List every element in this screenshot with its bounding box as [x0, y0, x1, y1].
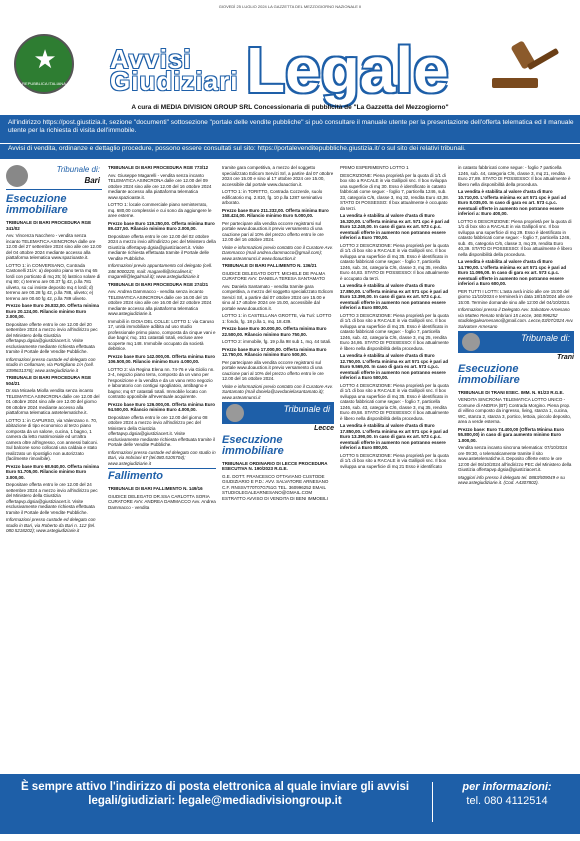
notice-paragraph: LOTTO 3 DESCRIZIONE: Piena proprietà per la quota di 1/1 di box sito a RACALE in via Gallipoli snc. Il box sviluppa una superficie di mq 25. Esso è identificato in catasto fabbricati come segue: - foglio 7, particella 1246, sub. 42, categoria C/6, classe 3, mq 25, rendita Euro 34,86. STATO DI POSSESSO: Il box attualmente è libero nella disponibilità della procedura.: [340, 312, 449, 351]
court-emblem-icon: [226, 404, 244, 422]
notice-paragraph: LOTTO 4 DESCRIZIONE: Piena proprietà per la quota di 1/1 di box sito a RACALE in via Gallipoli snc. Il box sviluppa una superficie di mq 35. Esso è identificato in catasto fabbricati come segue: - foglio 7, particella 1246, sub. 43, categoria C/6, classe 3, mq 35, rendita Euro 49,58. STATO DI POSSESSO: Il box attualmente è libero nella disponibilità della procedura.: [340, 382, 449, 421]
notice-paragraph: Visite e informazioni previo contatto con il Curatore Avv. Dammacco (mail andrea.dammacco@gmail.com); www.asteannunci.it www.doauction.it: [222, 244, 333, 261]
col5-paras: [458, 165, 574, 329]
notice-paragraph: Immobili in GIOIA DEL COLLE: LOTTO 1: via Caruso 17, unità immobiliare adibita ad uso studio professionale primo piano, composta da cinque vani e due bagni; mq. 151 catastali totali, escluse aree scoperte mq 148. Immobile occupato da società debitrice.: [108, 318, 216, 351]
notice-paragraph: Informazioni presso il Delegato Avv. Salvatore Arnesano via Matteo Renato Imbriani 15 Lecce, 360.996252 studiolegalearnesano@gmail.com. Lecce,03/07/2024 Avv. Salvatore Arnesano: [458, 307, 574, 329]
footer-contact: per informazioni: tel. 080 4112514: [462, 781, 552, 807]
notice-paragraph: Per partecipare alla vendita occorre registrarsi sul portale www.doauction.it previo versamento di una cauzione pari al 10% del prezzo offerto entro le ore 12.00 del 16 ottobre 2024.: [222, 220, 324, 242]
notice-paragraph: TRIBUNALE DI BARI FALLIMENTO N. 149/16: [108, 486, 203, 491]
notice-paragraph: G.E. DOTT. FRANCESCO OTTAVIANO CUSTODE GIUDIZIARIO E P.D.: AVV. SALVATORE ARNESANO C.F. RNSSVT70T07G751G TEL. 360996252 EMAIL STUDIOLEGALEARNESANO@GMAIL.COM ESTRATTO AVVISO DI VENDITA DI BENI IMMOBILI: [222, 473, 329, 501]
notice-paragraph: Informazioni presso custode ed delegato con studio in Cellamare, via Portigliano 1/A (cell. 3398631376); www.astegiudiziarie.it: [6, 356, 96, 373]
notice-paragraph: TRIBUNALE DI BARI PROCEDURA RGE 773/12: [108, 165, 209, 170]
notice-paragraph: La vendita è stabilita al valore d'asta di Euro 17.850,00. L'offerta minima ex art 571 cpc è pari ad Euro 13.390,00. In caso di gara ex art. 573 c.p.c. eventuali offerte in aumento non potranno essere inferiori a Euro 800,00.: [340, 423, 449, 450]
notice-paragraph: PRIMO ESPERIMENTO LOTTO 1: [340, 165, 409, 170]
notice-paragraph: Prezzo base Euro 26.832,00. Offerta minima Euro 20.124,00. Rilancio minimo Euro 2.000,00.: [6, 303, 100, 319]
info-banner: [0, 115, 580, 159]
col4-paras: [340, 165, 452, 469]
page-header-line: GIOVEDÌ 25 LUGLIO 2024 LA GAZZETTA DEL MEZZOGIORNO NAZIONALE II: [218, 4, 362, 9]
notice-paragraph: LOTTO 1: in CONVERSANO, Contrada Castonelli 21/A: a) deposito piano terra mq 65 lordi con porticato di mq 25; b) lastrico solare di mq 80; c) terreno are 00.37 fg 42, p.lla 781 uliveto, su cui insiste deposito mq 4 lordi; d) terreno are 00.28 fg 42, p.lla 788, uliveto; e) terreno are 00.60 fg 42, p.lla 789 uliveto.: [6, 262, 101, 301]
notice-paragraph: Depositare offerte entro le ore 12.00 del 20 settembre 2024 a mezzo invio all'indirizzo pec del Ministero della Giustizia offertapvp.dgsia@giustiziacert.it. Visite esclusivamente mediante richiesta effettuata tramite il Portale delle Vendite Pubbliche.: [6, 321, 98, 354]
column-3: tramite gara competitiva, a mezzo del soggetto specializzato Edicom Servizi Srl, a partire dal 07 ottobre 2024 ore 15.00 e sino al 17 ottobre 2024 ore 15.00, accessibile dal portale www.doauction.it. LOTTO 1: in TORITTO, Contrada Cozzerde, suolo edificatorio mq. 2.810, fg. 10 p.lla 1287 seminativo arborato. Prezzo base Euro 211.232,00. Offerta minima Euro 158.424,00. Rilancio minimo Euro 5.000,00. Per partecipare alla vendita occorre registrarsi sul portale www.doauction.it previo versamento di una cauzione pari al 10% del prezzo offerto entro le ore 12.00 del 16 ottobre 2024. Visite e informazioni previo contatto con il Curatore Avv. Dammacco (mail andrea.dammacco@gmail.com); www.asteannunci.it www.doauction.it TRIBUNALE DI BARI FALLIMENTO N. 136/21 GIUDICE DELEGATO DOTT. MICHELE DE PALMA CURATORE AVV. DANIELA TERESA SANTAMATO Avv. Daniela Santamato - vendita tramite gara competitiva, a mezzo del soggetto specializzato Edicom Servizi Srl, a partire dal 07 ottobre 2024 ore 15.00 e sino al 17 ottobre 2024 ore 15.00, accessibile dal portale www.doauction.it. LOTTO 1: in CASTELLANA GROTTE, via Turi: LOTTO 1: fondo, fg. 18 p.lla 1, mq. 18.439. Prezzo base Euro 30.000,00. Offerta minima Euro 22.500,00. Rilancio minimo Euro 750,00. LOTTO 2: immobile, fg. 19 p.lla 98 sub 1, mq. 44 totali. Prezzo base Euro 17.000,00. Offerta minima Euro 12.750,00. Rilancio minimo Euro 500,00. Per partecipare alla vendita occorre registrarsi sul portale www.doauction.it previo versamento di una cauzione pari al 10% del prezzo offerto entro le ore 12.00 del 16 ottobre 2024. Visite e informazioni previo contatto con il Curatore Avv. Santamato (mail daniela@avvdanielasantamato.it); www.asteannunci.it Tribunale di Lecce Esecuzione immobiliare TRIBUNALE ORDINARIO DI LECCE PROCEDURA ESECUTIVA N. 190/2023 R.G.E. G.E. DOTT. FRANCESCO OTTAVIANO CUSTODE GIUDIZIARIO E P.D.: AVV. SALVATORE ARNESANO C.F. RNSSVT70T07G751G TEL. 360996252 EMAIL STUDIOLEGALEARNESANO@GMAIL.COM ESTRATTO AVVISO DI VENDITA DI BENI IMMOBILI: [222, 165, 334, 501]
logo-avvisi-giudiziari: Avvisi Giudiziari: [110, 44, 239, 96]
notice-paragraph: LOTTO 5 DESCRIZIONE: Piena proprietà per la quota di 1/1 di box sito a RACALE in via Gallipoli snc. Il box sviluppa una superficie di mq 21 Esso è identificato: [340, 452, 449, 469]
notice-paragraph: Avv. Vincenza Nacchero - vendita senza incanto TELEMATICA ASINCRONA dalle ore 12.00 del 27 settembre 2024 sino alle ore 12.00 del 04 ottobre 2024 mediante accesso alla piattaforma telematica www.spazioaste.it.: [6, 233, 102, 260]
notice-paragraph: Prezzo base Euro 30.000,00. Offerta minima Euro 22.500,00. Rilancio minimo Euro 750,00.: [222, 326, 327, 337]
notice-paragraph: Depositare offerta entro le ore 12.00 del giorno 08 ottobre 2024 a mezzo invio all'indirizzo pec del Ministero della Giustizia offertapvp.dgsia@giustiziacert.it. Visite esclusivamente mediante richiesta effettuata tramite il Portale delle Vendite Pubbliche.: [108, 414, 215, 447]
notice-paragraph: LOTTO 6 DESCRIZIONE: Piena proprietà per la quota di 1/1 di box sito a RACALE in via Gallipoli snc. Il box sviluppa una superficie di mq 29. Esso è identificato in catasto fabbricati come segue: - foglio 7, particella 1246, sub. 45, categoria C/6, classe 3, mq 29, rendita Euro 40,39. STATO DI POSSESSO: Il box attualmente è libero nella disponibilità della procedura.: [458, 218, 573, 257]
section-title: Fallimento: [108, 470, 164, 482]
notice-paragraph: Prezzo base Euro 142.000,00. Offerta minima Euro 106.500,00. Rilancio minimo Euro 4.000,00.: [108, 353, 216, 364]
notice-paragraph: GIUDICE DELEGATO DR.SSA CARLOTTA SORIA CURATORE AVV. ANDREA DAMMACCO Avv. Andrea Dammacco - vendita: [108, 493, 216, 510]
notice-paragraph: Depositare offerta entro le ore 12.00 del 24 settembre 2024 a mezzo invio all'indirizzo pec del Ministero della Giustizia offertapvp.dgsia@giustiziacert.it. Visite esclusivamente mediante richiesta effettuata tramite il Portale delle Vendite Pubbliche.: [6, 482, 98, 515]
notice-paragraph: TRIBUNALE DI BARI PROCEDURA RGE 341/02: [6, 220, 92, 231]
notice-paragraph: PER TUTTI I LOTTI: L'asta avrà inizio alle ore 15:00 del giorno 11/10/2024 e terminerà in data 18/10/2024 alle ore 15:00. Termine domande sino alle 12:00 del 04/10/2024.: [458, 288, 573, 305]
notice-paragraph: Prezzo base Euro 68.940,00. Offerta minima Euro 51.705,00. Rilancio minimo Euro 3.000,00.: [6, 463, 100, 480]
col2-paras2: [108, 486, 216, 510]
col1-paras: [6, 220, 102, 534]
notice-paragraph: Maggiori info presso il delegato tel. 0883/509049 e su www.astegiudiziarie.it. (Cod. A4307802).: [458, 474, 565, 485]
footer-email-text: È sempre attivo l'indirizzo di posta elettronica al quale inviare gli avvisi legali/giudiziari: legale@mediadivisiongroup.it: [20, 781, 410, 807]
notice-paragraph: Prezzo base Euro 126.000,00. Offerta minima Euro 94.500,00. Rilancio minimo Euro 4.000,00.: [108, 401, 216, 412]
col3-paras: [222, 165, 334, 400]
notice-paragraph: LOTTO 1: in TORITTO, Contrada Cozzerde, suolo edificatorio mq. 2.810, fg. 10 p.lla 1287 seminativo arborato.: [222, 189, 323, 205]
court-emblem-icon: [6, 165, 28, 187]
notice-paragraph: Prezzo base Euro 211.232,00. Offerta minima Euro 158.424,00. Rilancio minimo Euro 5.000,00.: [222, 207, 329, 218]
notice-paragraph: LOTTO 1: locale commerciale piano seminterrato, mq. 680,00 complessivi e cui sono da aggiungere le aree esterne.: [108, 202, 212, 218]
notice-paragraph: La vendita è stabilita al valore d'asta di Euro 17.850,00. L'offerta minima ex art 571 cpc è pari ad Euro 13.390,00. In caso di gara ex art. 573 c.p.c. eventuali offerte in aumento non potranno essere inferiori a Euro 800,00.: [340, 283, 449, 310]
notice-paragraph: Visite e informazioni previo contatto con il Curatore Avv. Santamato (mail daniela@avvdanielasantamato.it); www.asteannunci.it: [222, 383, 333, 400]
section-title: Esecuzione immobiliare: [222, 433, 284, 457]
section-title: Esecuzione immobiliare: [458, 362, 520, 386]
notice-paragraph: LOTTO 1: in CASTELLANA GROTTE, via Turi: LOTTO 1: fondo, fg. 18 p.lla 1, mq. 18.439.: [222, 313, 332, 324]
notice-paragraph: TRIBUNALE DI BARI PROCEDURA RGE 504/21: [6, 375, 92, 386]
column-1: [6, 165, 102, 770]
banner-text-1: All'indirizzo https://post.giustizia.it, sezione "documenti" sottosezione "portale delle vendite pubbliche" si può consultare il manuale utente per la presentazione dell'offerta telematica ed il manuale utente per la richiesta di visita dell'immobile.: [8, 119, 574, 135]
notice-paragraph: Dr.ssa Micaela Miolla vendita senza incanto TELEMATICA ASINCRONA dalle ore 12.00 del 01 ottobre 2024 sino alle ore 12.00 del giorno 08 ottobre 2024 mediante accesso alla piattaforma telematica astetelematiche.it.: [6, 388, 100, 415]
notice-paragraph: La vendita è stabilita al valore d'asta di Euro 14.790,00. L'offerta minima ex art 571 cpc è pari ad Euro 11.095,00. In caso di gara ex art. 573 c.p.c. eventuali offerte in aumento non potranno essere inferiori a Euro 600,00.: [458, 259, 567, 286]
notice-paragraph: TRIBUNALE DI BARI PROCEDURA RGE 274/21: [108, 281, 209, 287]
notice-paragraph: Per partecipare alla vendita occorre registrarsi sul portale www.doauction.it previo versamento di una cauzione pari al 10% del prezzo offerto entro le ore 12.00 del 16 ottobre 2024.: [222, 359, 324, 381]
notice-paragraph: Prezzo base Euro 17.000,00. Offerta minima Euro 12.750,00. Rilancio minimo Euro 500,00.: [222, 346, 327, 357]
notice-paragraph: Informazioni previo appuntamento col delegato (cell. 348.9000220, mail: magarelli@tiscalinet.it; magarelli@legalmail.it); www.astegiudiziarie.it: [108, 263, 213, 279]
notice-paragraph: Avv. Andrea Dammacco - vendita senza incanto TELEMATICA ASINCRONA dalle ore 16.00 del 15 ottobre 2024 sino alle ore 16.00 del 22 ottobre 2024 mediante accesso alla piattaforma telematica www.astegiudiziarie.it.: [108, 289, 212, 316]
section-title: Esecuzione immobiliare: [6, 193, 68, 216]
notice-paragraph: DESCRIZIONE: Piena proprietà per la quota di 1/1 di box sito a RACALE in via Gallipoli snc. Il box sviluppa una superficie di mq 30. Esso è identificato in catasto fabbricati come segue: - foglio 7, particella 1246, sub. 33, categoria C/6, classe 3, mq 32, rendita Euro 43,38. STATO DI POSSESSO: Il box attualmente è occupato da terzi.: [340, 172, 450, 211]
notice-paragraph: Prezzo base Euro 119.250,00. Offerta minima Euro 89.437,50. Rilancio minimo Euro 2.000,00.: [108, 220, 215, 231]
gavel-icon: [486, 34, 564, 94]
notice-paragraph: Avv. Daniela Santamato - vendita tramite gara competitiva, a mezzo del soggetto specializzato Edicom Servizi Srl, a partire dal 07 ottobre 2024 ore 15.00 e sino al 17 ottobre 2024 ore 15.00, accessibile dal portale www.doauction.it.: [222, 283, 334, 311]
notice-paragraph: VENDITA SINCRONA TELEMATICA LOTTO UNICO - Comune di ANDRIA (BT) Contrada Morgino. Piena prop. di villino composto da ingresso, living, stanza 1, cucina, WC, stanza 2, stanza 3, portico, lettoia, piccolo deposito, area a verde esterna.: [458, 397, 572, 424]
notice-paragraph: LOTTO 2: via Regina Elena nn. 74-76 e via Giolio nn. 2-4, negozio piano terra, composto da un vano per l'esposizione e la vendita e da un vano retro negozio e laboratorio con contigui spogliatoio, antibagno e bagno; mq 67 catastali totali. Immobile locato con contratto opponibile all'eventuale acquirente.: [108, 366, 215, 399]
footer-banner: [0, 774, 580, 834]
notice-paragraph: Informazioni presso custode ed delegato con studio in Bari, via Roberto da Bari n. 112 (tel. 080.5218202); www.astegiudiziarie.it: [6, 517, 96, 533]
court-header-lecce: Tribunale di: [222, 402, 334, 424]
notice-paragraph: Avv. Giuseppe Magarelli - vendita senza incanto TELEMATICA ASINCRONA dalle ore 12.00 del 09 ottobre 2024 sino alle ore 12.00 del 16 ottobre 2024 mediante accesso alla piattaforma telematica www.spazioaste.it.: [108, 172, 212, 200]
column-4: [340, 165, 452, 770]
court-header-bari: Tribunale di: Bari: [6, 165, 102, 190]
notice-paragraph: Depositare offerta entro le ore 12.00 del 02 ottobre 2024 a mezzo invio all'indirizzo pec del Ministero della Giustizia offertapvp.dgsia@giustiziacert.it. Visite mediante richiesta effettuata tramite il Portale delle Vendite Pubbliche.: [108, 233, 216, 261]
notice-paragraph: La vendita è stabilita al valore d'asta di Euro 16.320,00. L'offerta minima ex art. 571 cpc è pari ad Euro 12.240,00. In caso di gara ex art. 573 c.p.c. eventuali offerte in aumento non potranno essere inferiori a Euro 700,00.: [340, 213, 450, 240]
notice-paragraph: La vendita è stabilita al valore d'asta di Euro 12.750,00. L'offerta minima ex art 571 cpc è pari ad Euro 9.565,00. In caso di gara ex art. 573 c.p.c. eventuali offerte in aumento non potranno essere inferiori a Euro 500,00.: [340, 353, 449, 380]
col5-paras2: [458, 390, 574, 486]
col2-paras: [108, 165, 216, 466]
notice-paragraph: Informazioni presso custode ed delegato con studio in Bari, via Imbriani 67 (tel.080.5105704); www.astegiudiziarie.it: [108, 449, 216, 466]
col3-paras2: [222, 461, 334, 502]
column-2: [108, 165, 216, 770]
notice-paragraph: GIUDICE DELEGATO DOTT. MICHELE DE PALMA CURATORE AVV. DANIELA TERESA SANTAMATO: [222, 270, 326, 281]
masthead: [14, 12, 566, 106]
banner-text-2: Avvisi di vendita, ordinanze e dettaglio procedure, possono essere consultati sul sito: https://portalevenditepubbliche.giustizia.it/ o sul sito dei relativi tribunali.: [8, 145, 466, 152]
masthead-subtitle: A cura di MEDIA DIVISION GROUP SRL Concessionaria di pubblicità de "La Gazzetta del Mezzogiorno": [131, 104, 449, 111]
notice-paragraph: Prezzo base: Euro 74.400,00 (Offerta Minima Euro 55.800,00) in caso di gara aumento minimo Euro 1.000,00.: [458, 426, 565, 443]
court-emblem-icon: [462, 333, 480, 351]
column-5: in catasto fabbricati come segue: - foglio 7 particella 1246, sub. 44, categoria C/6, classe 3, mq 21, rendita Euro 27,89. STATO DI POSSESSO: Il box attualmente è libero nella disponibilità della procedura. La vendita è stabilita al valore d'asta di Euro 10.710,00. L'offerta minima ex art 571 cpc è pari ad Euro 8.035,00. In caso di gara ex art. 573 c.p.c. eventuali offerte in aumento non potranno essere inferiori a: Euro 400,00. LOTTO 6 DESCRIZIONE: Piena proprietà per la quota di 1/1 di box sito a RACALE in via Gallipoli snc. Il box sviluppa una superficie di mq 29. Esso è identificato in catasto fabbricati come segue: - foglio 7, particella 1246, sub. 45, categoria C/6, classe 3, mq 29, rendita Euro 40,39. STATO DI POSSESSO: Il box attualmente è libero nella disponibilità della procedura. La vendita è stabilita al valore d'asta di Euro 14.790,00. L'offerta minima ex art 571 cpc è pari ad Euro 11.095,00. In caso di gara ex art. 573 c.p.c. eventuali offerte in aumento non potranno essere inferiori a Euro 600,00. PER TUTTI I LOTTI: L'asta avrà inizio alle ore 15:00 del giorno 11/10/2024 e terminerà in data 18/10/2024 alle ore 15:00. Termine domande sino alle 12:00 del 04/10/2024. Informazioni presso il Delegato Avv. Salvatore Arnesano via Matteo Renato Imbriani 15 Lecce, 360.996252 studiolegalearnesano@gmail.com. Lecce,03/07/2024 Avv. Salvatore Arnesano Tribunale di: Trani Esecuzione immobiliare TRIBUNALE DI TRANI ESEC. IMM. N. 91/23 R.G.E. VENDITA SINCRONA TELEMATICA LOTTO UNICO - Comune di ANDRIA (BT) Contrada Morgino. Piena prop. di villino composto da ingresso, living, stanza 1, cucina, WC, stanza 2, stanza 3, portico, lettoia, piccolo deposito, area a verde esterna. Prezzo base: Euro 74.400,00 (Offerta Minima Euro 55.800,00) in caso di gara aumento minimo Euro 1.000,00. Vendita senza incanto sincrona telematica: 07/10/2024 ore 09:30, o telematicamente tramite il sito www.astetelematiche.it. Deposito offerte entro le ore 12:00 del 06/10/2024 all'indirizzo PEC del Ministero della Giustizia offertapvp.dgsia@giustiziacert.it. Maggiori info presso il delegato tel. 0883/509049 e su www.astegiudiziarie.it. (Cod. A4307802).: [458, 165, 574, 485]
notice-paragraph: in catasto fabbricati come segue: - foglio 7 particella 1246, sub. 44, categoria C/6, classe 3, mq 21, rendita Euro 27,89. STATO DI POSSESSO: Il box attualmente è libero nella disponibilità della procedura.: [458, 165, 571, 187]
notice-paragraph: LOTTO 2: immobile, fg. 19 p.lla 98 sub 1, mq. 44 totali.: [222, 339, 332, 344]
notice-paragraph: TRIBUNALE DI TRANI ESEC. IMM. N. 91/23 R.G.E.: [458, 389, 564, 395]
logo-legale: Legale: [246, 34, 449, 106]
notice-paragraph: LOTTO 1: in CAPURSO, via Valenzano n. 70, abitazione di tipo economico al terzo piano composta da un salone, cucina, 1 bagno, 1 camera da letto matrimoniale ed un'altra camera oltre all'ingresso, con annessi balconi. Sul balcone sono collocati una caldaia e stato realizzato un ripostiglio non autorizzato (facilmente rimovibile).: [6, 417, 98, 461]
notice-paragraph: La vendita è stabilita al valore d'asta di Euro 10.710,00. L'offerta minima ex art 571 cpc è pari ad Euro 8.035,00. In caso di gara ex art. 573 c.p.c. eventuali offerte in aumento non potranno essere inferiori a: Euro 400,00.: [458, 189, 567, 216]
notice-paragraph: TRIBUNALE ORDINARIO DI LECCE PROCEDURA ESECUTIVA N. 190/2023 R.G.E.: [222, 460, 328, 471]
notice-paragraph: tramite gara competitiva, a mezzo del soggetto specializzato Edicom Servizi Srl, a partire dal 07 ottobre 2024 ore 15.00 e sino al 17 ottobre 2024 ore 15.00, accessibile dal portale www.doauction.it.: [222, 165, 334, 187]
notice-paragraph: TRIBUNALE DI BARI FALLIMENTO N. 136/21: [222, 263, 317, 268]
italian-republic-emblem-icon: ★ REPUBBLICA ITALIANA: [14, 34, 74, 94]
notice-paragraph: LOTTO 2 DESCRIZIONE: Piena proprietà per la quota di 1/1 di box sito a RACALE in via Gallipoli snc. Il box sviluppa una superficie di mq 35. Esso è identificato in catasto fabbricati come segue: - foglio 7, particella 1246, sub. 34, categoria C/6, classe 3, mq 35, rendita Euro 44,83. STATO DI POSSESSO: Il box attualmente è occupato da terzi.: [340, 242, 449, 281]
court-header-trani: Tribunale di:: [458, 331, 574, 353]
notice-paragraph: Vendita senza incanto sincrona telematica: 07/10/2024 ore 09:30, o telematicamente tramite il sito www.astetelematiche.it. Deposito offerte entro le ore 12:00 del 06/10/2024 all'indirizzo PEC del Ministero della Giustizia offertapvp.dgsia@giustiziacert.it.: [458, 445, 572, 472]
